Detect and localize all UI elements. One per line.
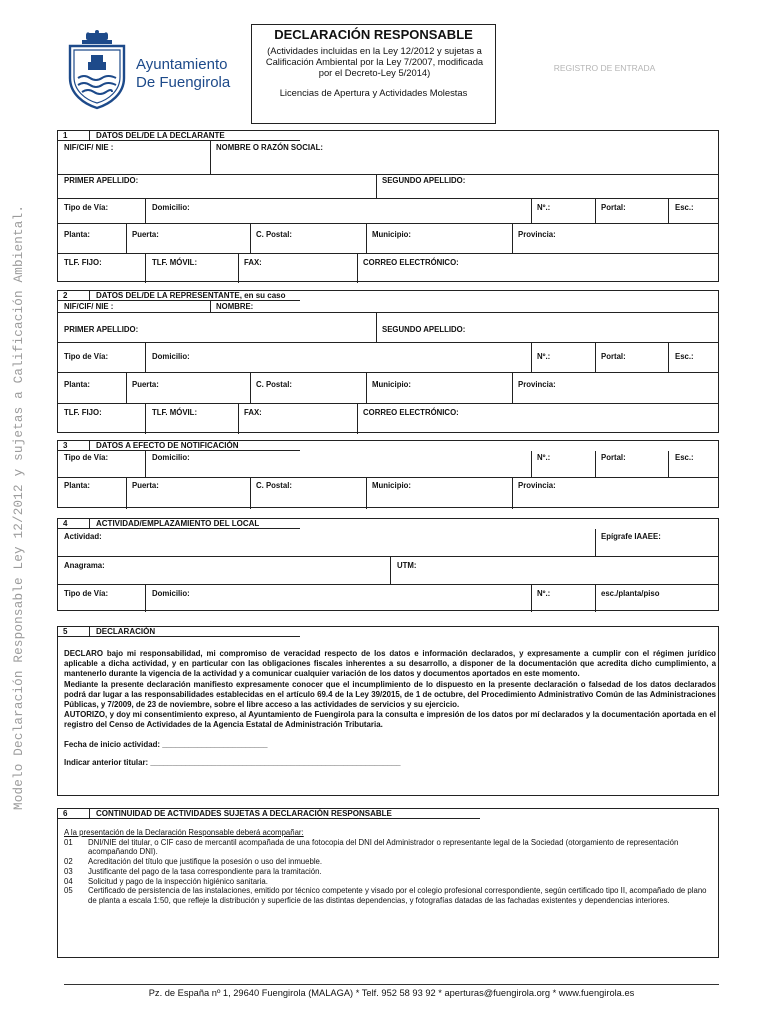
divider [512,477,513,509]
declaration-paragraph: Mediante la presente declaración manifiesto expresamente conocer que el incumplimiento de lo dispuesto en la presente declaración o falsedad de los datos declarados podrá dar lugar a las responsabilidades establecidas en el artículo 69.4 de la Ley 39/2015, de 1 de octubre, del Procedimiento Administrativo Común de las Administraciones Públicas, y 7/2009, de 23 de noviembre, sobre el libre acceso a las actividades de servicios y su ejercicio. [64,679,716,710]
section-title: DATOS A EFECTO DE NOTIFICACIÓN [96,441,239,450]
divider [58,477,718,478]
divider [366,372,367,403]
divider [58,223,718,224]
nombre-field[interactable]: NOMBRE O RAZÓN SOCIAL: [216,143,323,152]
divider [58,584,718,585]
logo-line-1: Ayuntamiento [136,56,228,73]
item-number: 05 [64,886,73,896]
declaration-paragraph: AUTORIZO, y doy mi consentimiento expreso, al Ayuntamiento de Fuengirola para la consulta e impresión de los datos por mí declarados y la documentación aportada en el registro del Censo de Actividades de la Agencia Estatal de Administración Tributaria. [64,710,716,730]
declaration-text [64,649,716,768]
fecha-inicio-field[interactable]: Fecha de inicio actividad: ________________________ [64,739,268,749]
portal-field[interactable]: Portal: [601,203,626,212]
section-title: DATOS DEL/DE LA DECLARANTE [96,131,225,140]
anagrama-field[interactable]: Anagrama: [64,561,105,570]
numero-field[interactable]: Nº.: [537,453,551,462]
divider [145,403,146,434]
domicilio-field[interactable]: Domicilio: [152,453,190,462]
provincia-field[interactable]: Provincia: [518,380,556,389]
divider [595,451,596,477]
cp-field[interactable]: C. Postal: [256,481,292,490]
divider [595,198,596,223]
registro-label: REGISTRO DE ENTRADA [553,63,656,73]
divider [210,301,211,312]
numero-field[interactable]: Nº.: [537,203,551,212]
puerta-field[interactable]: Puerta: [132,230,159,239]
divider [145,253,146,283]
section-6 [57,808,719,958]
cp-field[interactable]: C. Postal: [256,380,292,389]
divider [357,403,358,434]
numero-field[interactable]: Nº.: [537,352,551,361]
title-subtitle: (Actividades incluidas en la Ley 12/2012 y sujetas a Calificación Ambiental por la Ley 7/2007, modificada por el Decreto-Ley 5/2014) [265,45,484,78]
item-text: Acreditación del título que justifique la posesión o uso del inmueble. [88,857,323,867]
divider [668,198,669,223]
divider [58,372,718,373]
divider [210,141,211,175]
divider [595,342,596,372]
esc-planta-field[interactable]: esc./planta/piso [601,589,660,598]
divider [366,477,367,509]
item-text: Solicitud y pago de la inspección higiénico sanitaria. [88,876,268,886]
documents-list [64,828,716,906]
apellido1-field[interactable]: PRIMER APELLIDO: [64,325,139,334]
divider [58,312,718,313]
domicilio-field[interactable]: Domicilio: [152,589,190,598]
divider [145,584,146,612]
tipo-via-field[interactable]: Tipo de Vía: [64,589,109,598]
section-number: 4 [58,519,90,529]
domicilio-field[interactable]: Domicilio: [152,352,190,361]
divider [376,174,377,199]
divider [58,403,718,404]
registro-entrada-box [497,24,712,124]
divider [366,223,367,253]
section-title: ACTIVIDAD/EMPLAZAMIENTO DEL LOCAL [96,519,260,528]
tlf-fijo-field[interactable]: TLF. FIJO: [64,408,102,417]
item-text: DNI/NIE del titular, o CIF caso de mercantil acompañada de una fotocopia del DNI del Administrador o representante legal de la Sociedad (otorgamiento de representación acompañando DNI). [88,837,679,857]
section-5 [57,626,719,796]
portal-field[interactable]: Portal: [601,352,626,361]
esc-field[interactable]: Esc.: [675,352,694,361]
divider [531,198,532,223]
divider [531,451,532,477]
section-number: 5 [58,627,90,637]
section-title: DECLARACIÓN [96,627,156,636]
municipio-field[interactable]: Municipio: [372,380,411,389]
title-licencias: Licencias de Apertura y Actividades Molestas [279,87,468,98]
apellido1-field[interactable]: PRIMER APELLIDO: [64,176,139,185]
list-item [64,857,716,867]
item-text: Certificado de persistencia de las instalaciones, emitido por técnico competente y visado por el colegio profesional correspondiente, según certificado tipo II, acompañado de plano de planta a escala 1:50, que refleje la distribución y superficie de las distintas dependencias, y fotografías datadas de las fachadas existentes y dependencias interiores. [88,886,707,905]
divider [376,312,377,342]
item-number: 01 [64,837,73,847]
section-2 [57,290,719,433]
logo [64,30,244,110]
esc-field[interactable]: Esc.: [675,453,694,462]
page-title: DECLARACIÓN RESPONSABLE [274,27,473,42]
divider [250,223,251,253]
list-intro: A la presentación de la Declaración Responsable deberá acompañar: [64,828,304,837]
divider [595,529,596,556]
planta-field[interactable]: Planta: [64,230,90,239]
divider [145,342,146,372]
divider [390,556,391,584]
section-4 [57,518,719,611]
item-text: Justificante del pago de la tasa correspondiente para la tramitación. [88,866,322,876]
tipo-via-field[interactable]: Tipo de Vía: [64,352,109,361]
divider [58,556,718,557]
nombre-field[interactable]: NOMBRE: [216,302,254,311]
puerta-field[interactable]: Puerta: [132,481,159,490]
list-item [64,867,716,877]
planta-field[interactable]: Planta: [64,380,90,389]
fax-field[interactable]: FAX: [244,258,262,267]
epigrafe-field[interactable]: Epígrafe IAAEE: [601,532,661,541]
footer: Pz. de España nº 1, 29640 Fuengirola (MALAGA) * Telf. 952 58 93 92 * aperturas@fuengirola.org * www.fuengirola.es [148,988,635,998]
divider [238,403,239,434]
section-1 [57,130,719,282]
planta-field[interactable]: Planta: [64,481,90,490]
section-title: CONTINUIDAD DE ACTIVIDADES SUJETAS A DECLARACIÓN RESPONSABLE [96,809,392,818]
tlf-movil-field[interactable]: TLF. MÓVIL: [152,408,198,417]
divider [238,253,239,283]
divider [126,477,127,509]
fax-field[interactable]: FAX: [244,408,262,417]
item-number: 04 [64,876,73,886]
divider [58,342,718,343]
puerta-field[interactable]: Puerta: [132,380,159,389]
apellido2-field[interactable]: SEGUNDO APELLIDO: [382,325,466,334]
email-field[interactable]: CORREO ELECTRÓNICO: [363,408,459,417]
coat-of-arms-icon [64,30,130,110]
item-number: 02 [64,857,73,867]
logo-text [136,56,230,92]
email-field[interactable]: CORREO ELECTRÓNICO: [363,258,459,267]
item-number: 03 [64,866,73,876]
section-number: 1 [58,131,90,141]
divider [145,451,146,477]
utm-field[interactable]: UTM: [397,561,417,570]
tlf-fijo-field[interactable]: TLF. FIJO: [64,258,102,267]
divider [668,342,669,372]
divider [250,372,251,403]
esc-field[interactable]: Esc.: [675,203,694,212]
actividad-field[interactable]: Actividad: [64,532,102,541]
apellido2-field[interactable]: SEGUNDO APELLIDO: [382,176,466,185]
anterior-titular-field[interactable]: Indicar anterior titular: _________________________________________________________ [64,757,401,767]
title-box [251,24,496,124]
cp-field[interactable]: C. Postal: [256,230,292,239]
divider [126,372,127,403]
divider [58,174,718,175]
municipio-field[interactable]: Municipio: [372,481,411,490]
section-3 [57,440,719,508]
divider [595,584,596,612]
divider [357,253,358,283]
divider [145,198,146,223]
divider [126,223,127,253]
side-vertical-text: Modelo Declaración Responsable Ley 12/2012 y sujetas a Calificación Ambiental. [12,204,26,810]
divider [512,223,513,253]
portal-field[interactable]: Portal: [601,453,626,462]
section-number: 2 [58,291,90,301]
section-number: 6 [58,809,90,819]
numero-field[interactable]: Nº.: [537,589,551,598]
nif-field[interactable]: NIF/CIF/ NIE : [64,143,114,152]
declaration-paragraph: DECLARO bajo mi responsabilidad, mi compromiso de veracidad respecto de los datos e información declarados, y expresamente a cumplir con el régimen jurídico aplicable a dicha actividad, y en particular con las obligaciones fiscales inherentes a su desarrollo, a disponer de la documentación que acredita dicho cumplimiento, a mantenerlo durante la vigencia de la actividad y a comunicar cualquier variación de los datos y documentos aportados en este momento. [64,649,716,679]
divider [58,198,718,199]
nif-field[interactable]: NIF/CIF/ NIE : [64,302,114,311]
divider [531,584,532,612]
provincia-field[interactable]: Provincia: [518,230,556,239]
divider [250,477,251,509]
divider [58,253,718,254]
section-title: DATOS DEL/DE LA REPRESENTANTE, en su caso [96,291,286,300]
divider [668,451,669,477]
tipo-via-field[interactable]: Tipo de Vía: [64,453,109,462]
domicilio-field[interactable]: Domicilio: [152,203,190,212]
logo-line-2: De Fuengirola [136,74,231,91]
footer-divider [64,984,719,985]
divider [512,372,513,403]
tipo-via-field[interactable]: Tipo de Vía: [64,203,109,212]
list-item [64,886,716,905]
tlf-movil-field[interactable]: TLF. MÓVIL: [152,258,198,267]
list-item [64,838,716,857]
section-number: 3 [58,441,90,451]
list-item [64,877,716,887]
municipio-field[interactable]: Municipio: [372,230,411,239]
divider [531,342,532,372]
provincia-field[interactable]: Provincia: [518,481,556,490]
